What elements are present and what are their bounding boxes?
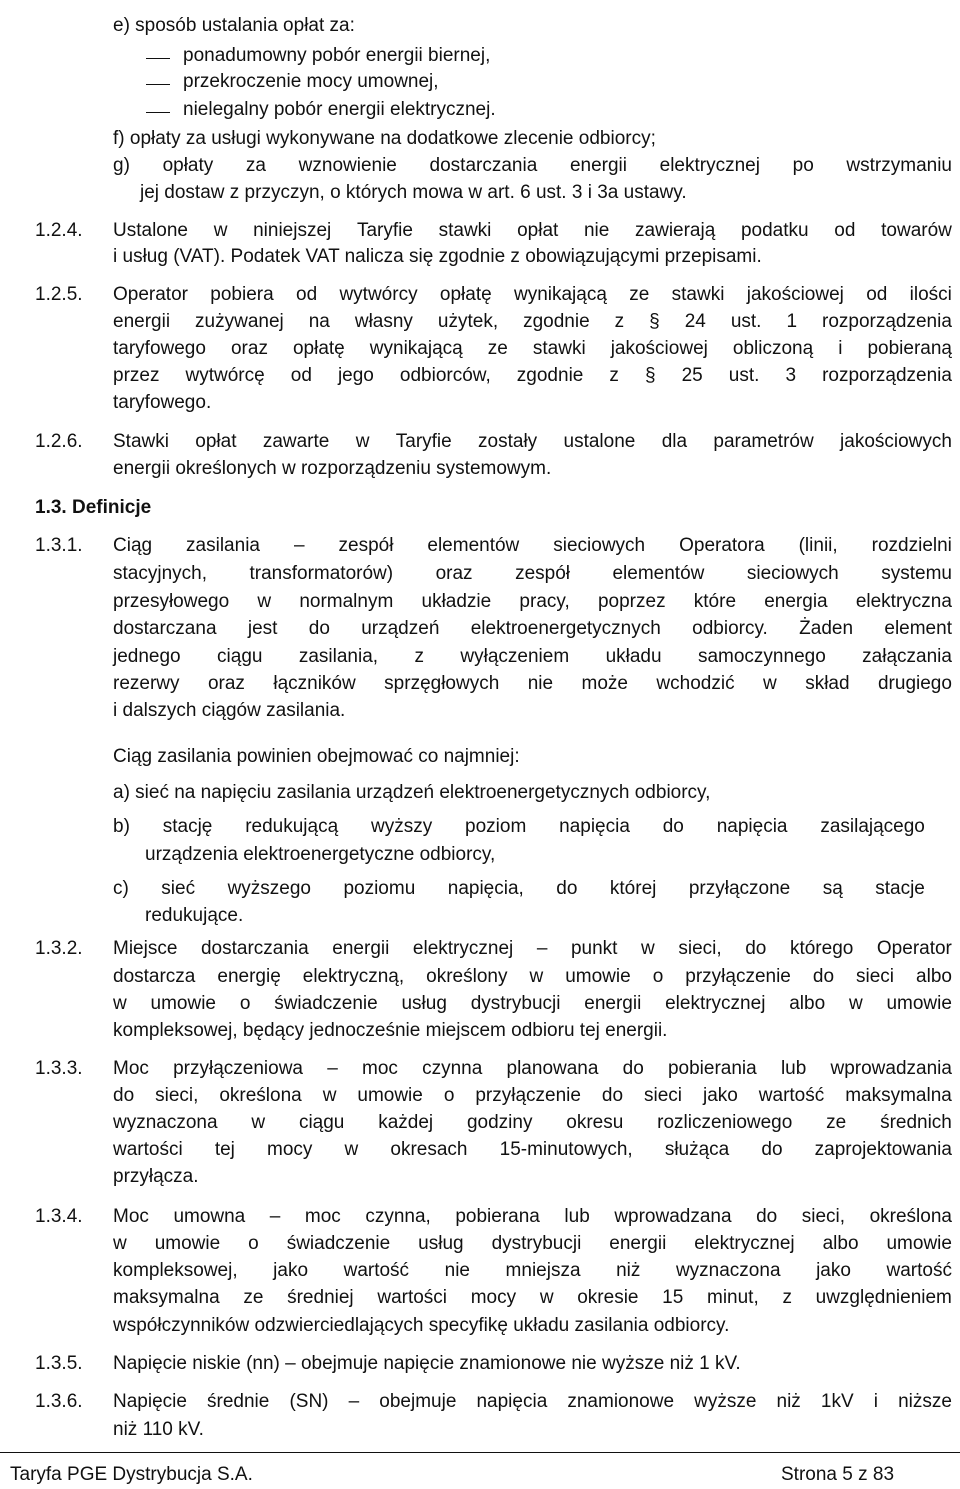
text-line: taryfowego.	[113, 392, 212, 413]
text-line: i usług (VAT). Podatek VAT nalicza się zgodnie z obowiązującymi przepisami.	[113, 246, 762, 267]
text-line: Moc przyłączeniowa – moc czynna planowana do pobierania lub wprowadzania	[113, 1058, 952, 1079]
text-line: rezerwy oraz łączników sprzęgłowych nie może wchodzić w skład drugiego	[113, 673, 952, 694]
text-line: przez wytwórcę od jego odbiorców, zgodnie z § 25 ust. 3 rozporządzenia	[113, 365, 952, 386]
text-line: Napięcie średnie (SN) – obejmuje napięcia znamionowe wyższe niż 1kV i niższe	[113, 1391, 952, 1412]
text-line: kompleksowej, będący jednocześnie miejscem odbioru tej energii.	[113, 1020, 668, 1041]
text-line: Ciąg zasilania – zespół elementów sieciowych Operatora (linii, rozdzielni	[113, 535, 952, 556]
text-line: 1.3.5.	[35, 1353, 83, 1374]
text-line: a) sieć na napięciu zasilania urządzeń elektroenergetycznych odbiorcy,	[113, 782, 711, 803]
text-line: Miejsce dostarczania energii elektrycznej – punkt w sieci, do którego Operator	[113, 938, 952, 959]
text-line: 1.3.6.	[35, 1391, 83, 1412]
text-line: i dalszych ciągów zasilania.	[113, 700, 346, 721]
text-line: energii określonych w rozporządzeniu systemowym.	[113, 458, 552, 479]
text-line: 1.3.1.	[35, 535, 83, 556]
text-line: wartości tej mocy w okresach 15-minutowych, służąca do zaprojektowania	[113, 1139, 952, 1160]
text-line: redukujące.	[145, 905, 244, 926]
text-line: 1.2.4.	[35, 220, 83, 241]
text-line: Ustalone w niniejszej Taryfie stawki opłat nie zawierają podatku od towarów	[113, 220, 952, 241]
list-dash	[146, 112, 170, 113]
text-line: stacyjnych, transformatorów) oraz zespół elementów sieciowych systemu	[113, 563, 952, 584]
text-line: energii zużywanej na własny użytek, zgodnie z § 24 ust. 1 rozporządzenia	[113, 311, 952, 332]
text-line: współczynników odzwierciedlających specyfikę układu zasilania odbiorcy.	[113, 1315, 730, 1336]
footer-rule	[0, 1452, 960, 1453]
text-line: 1.2.5.	[35, 284, 83, 305]
footer-title: Taryfa PGE Dystrybucja S.A.	[10, 1464, 253, 1485]
text-line: dostarcza energię elektryczną, określony w umowie o przyłączenie do sieci albo	[113, 966, 952, 987]
text-line: nielegalny pobór energii elektrycznej.	[183, 99, 496, 120]
text-line: 1.3. Definicje	[35, 497, 152, 518]
list-dash	[146, 84, 170, 85]
text-line: w umowie o świadczenie usług dystrybucji energii elektrycznej albo umowie	[113, 1233, 952, 1254]
text-line: Operator pobiera od wytwórcy opłatę wynikającą ze stawki jakościowej od ilości	[113, 284, 952, 305]
text-line: przyłącza.	[113, 1166, 199, 1187]
text-line: Moc umowna – moc czynna, pobierana lub wprowadzana do sieci, określona	[113, 1206, 952, 1227]
text-line: 1.3.3.	[35, 1058, 83, 1079]
text-line: e) sposób ustalania opłat za:	[113, 15, 355, 36]
text-line: przesyłowego w normalnym układzie pracy, poprzez które energia elektryczna	[113, 591, 952, 612]
text-line: jej dostaw z przyczyn, o których mowa w art. 6 ust. 3 i 3a ustawy.	[140, 182, 687, 203]
text-line: kompleksowej, jako wartość nie mniejsza niż wyznaczona jako wartość	[113, 1260, 952, 1281]
text-line: Ciąg zasilania powinien obejmować co najmniej:	[113, 746, 520, 767]
text-line: urządzenia elektroenergetyczne odbiorcy,	[145, 844, 496, 865]
text-line: Stawki opłat zawarte w Taryfie zostały ustalone dla parametrów jakościowych	[113, 431, 952, 452]
list-dash	[146, 58, 170, 59]
footer-page-number: Strona 5 z 83	[781, 1464, 895, 1485]
text-line: maksymalna ze średniej wartości mocy w okresie 15 minut, z uwzględnieniem	[113, 1287, 952, 1308]
text-line: jednego ciągu zasilania, z wyłączeniem układu samoczynnego załączania	[113, 646, 952, 667]
text-line: Napięcie niskie (nn) – obejmuje napięcie znamionowe nie wyższe niż 1 kV.	[113, 1353, 741, 1374]
text-line: w umowie o świadczenie usług dystrybucji energii elektrycznej albo w umowie	[113, 993, 952, 1014]
text-line: 1.2.6.	[35, 431, 83, 452]
text-line: b) stację redukującą wyższy poziom napięcia do napięcia zasilającego	[113, 816, 925, 837]
text-line: taryfowego oraz opłatę wynikającą ze stawki jakościowej obliczoną i pobieraną	[113, 338, 952, 359]
text-line: 1.3.2.	[35, 938, 83, 959]
text-line: dostarczana jest do urządzeń elektroenergetycznych odbiorcy. Żaden element	[113, 618, 952, 639]
text-line: c) sieć wyższego poziomu napięcia, do której przyłączone są stacje	[113, 878, 925, 899]
text-line: 1.3.4.	[35, 1206, 83, 1227]
text-line: ponadumowny pobór energii biernej,	[183, 45, 491, 66]
text-line: wyznaczona w ciągu każdej godziny okresu rozliczeniowego ze średnich	[113, 1112, 952, 1133]
text-line: niż 110 kV.	[113, 1419, 204, 1440]
text-line: do sieci, określona w umowie o przyłączenie do sieci jako wartość maksymalna	[113, 1085, 952, 1106]
text-line: f) opłaty za usługi wykonywane na dodatkowe zlecenie odbiorcy;	[113, 128, 656, 149]
text-line: przekroczenie mocy umownej,	[183, 71, 439, 92]
text-line: g) opłaty za wznowienie dostarczania energii elektrycznej po wstrzymaniu	[113, 155, 952, 176]
